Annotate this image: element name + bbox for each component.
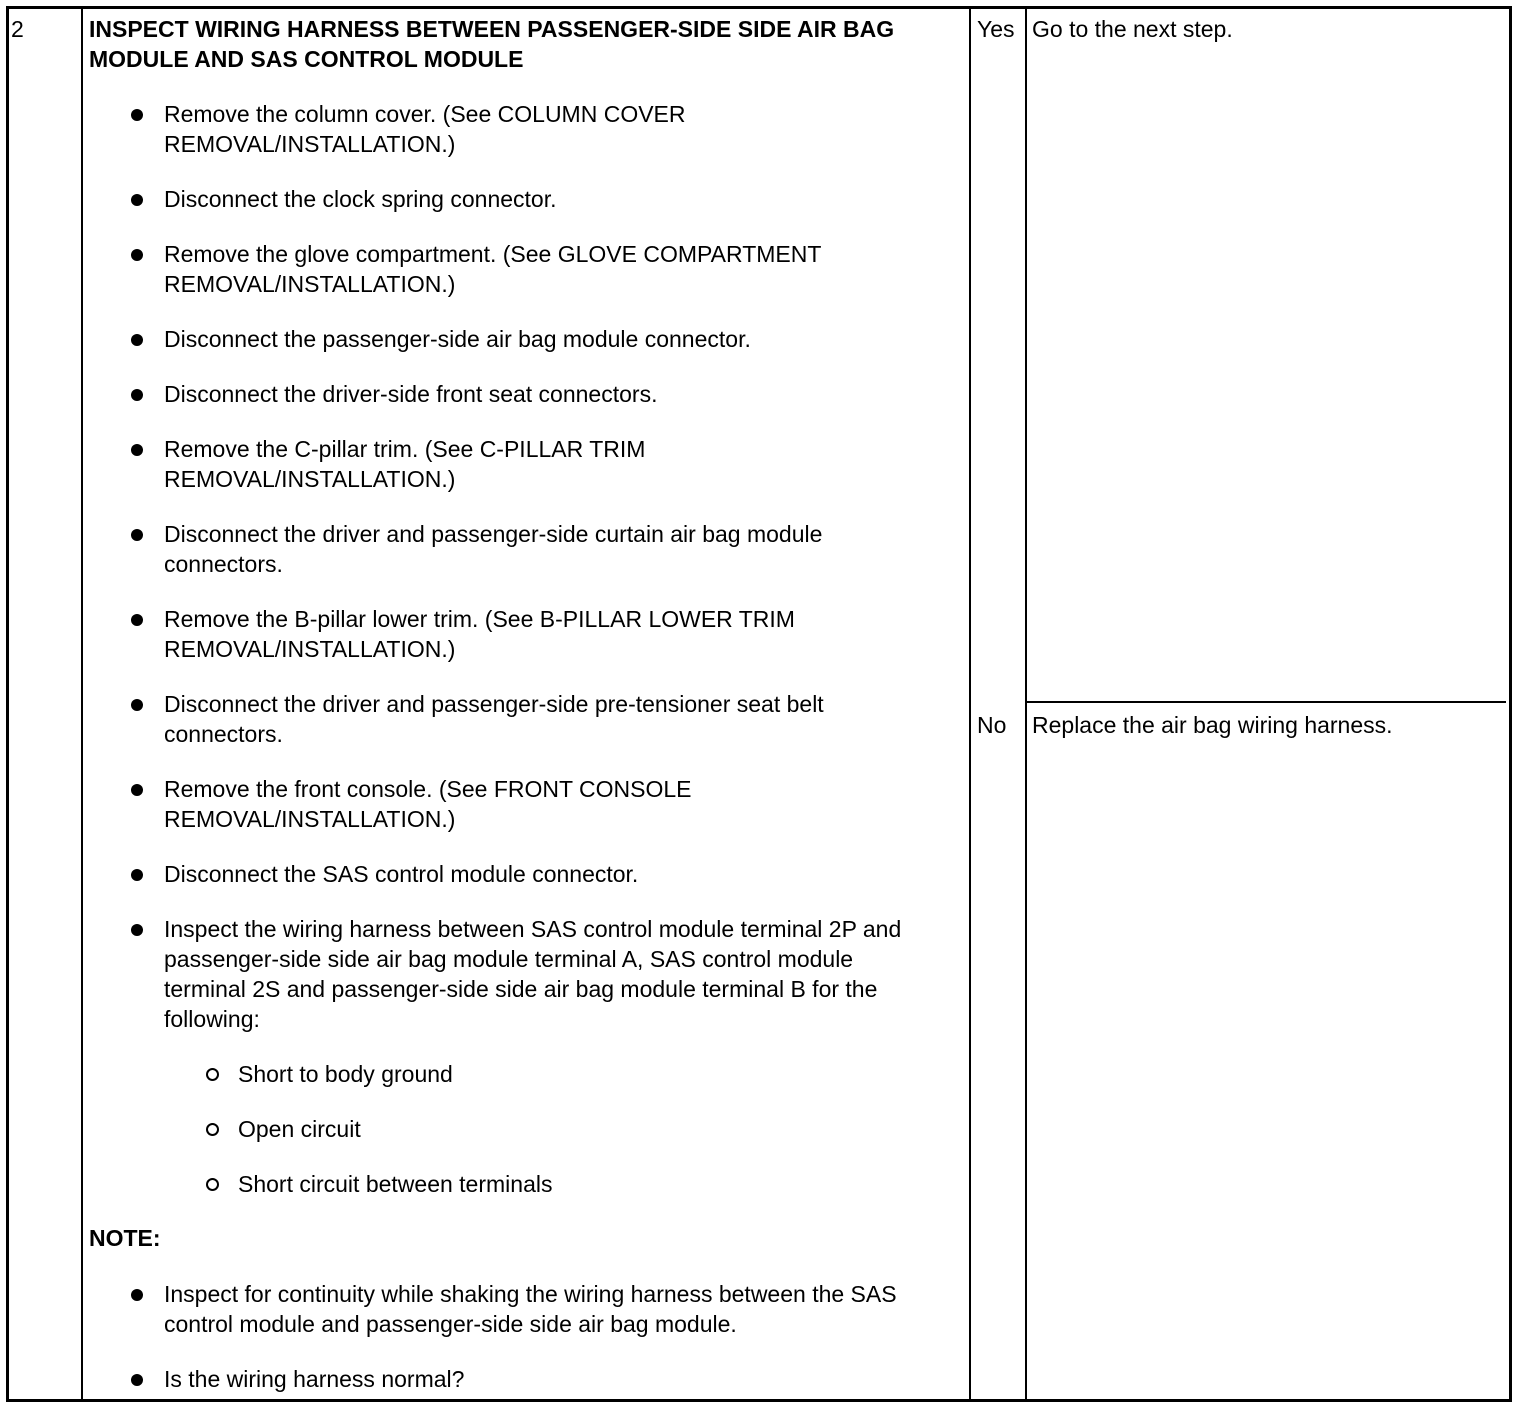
bullet-icon (131, 529, 143, 541)
ring-bullet-icon (206, 1178, 219, 1191)
bullet-icon (131, 109, 143, 121)
ring-bullet-icon (206, 1123, 219, 1136)
step-title: INSPECT WIRING HARNESS BETWEEN PASSENGER-SIDE SIDE AIR BAG MODULE AND SAS CONTROL MODULE (89, 16, 895, 72)
result-yes-action: Go to the next step. (1032, 16, 1233, 42)
bullet-icon (131, 869, 143, 881)
bullet-icon (131, 444, 143, 456)
bullet-icon (131, 614, 143, 626)
column-divider-action (1025, 6, 1027, 1402)
result-row-divider (1026, 701, 1506, 703)
bullet-icon (131, 334, 143, 346)
bullet-icon (131, 249, 143, 261)
bullet-icon (131, 194, 143, 206)
ring-bullet-icon (206, 1068, 219, 1081)
result-no-label: No (977, 712, 1007, 738)
note-label: NOTE: (89, 1225, 161, 1251)
bullet-icon (131, 784, 143, 796)
column-divider-step (81, 6, 83, 1402)
bullet-icon (131, 924, 143, 936)
bullet-icon (131, 1289, 143, 1301)
column-divider-result (969, 6, 971, 1402)
result-no-action: Replace the air bag wiring harness. (1032, 712, 1393, 738)
bullet-icon (131, 1374, 143, 1386)
bullet-icon (131, 699, 143, 711)
bullet-icon (131, 389, 143, 401)
step-number: 2 (11, 16, 24, 42)
result-yes-label: Yes (977, 16, 1015, 42)
